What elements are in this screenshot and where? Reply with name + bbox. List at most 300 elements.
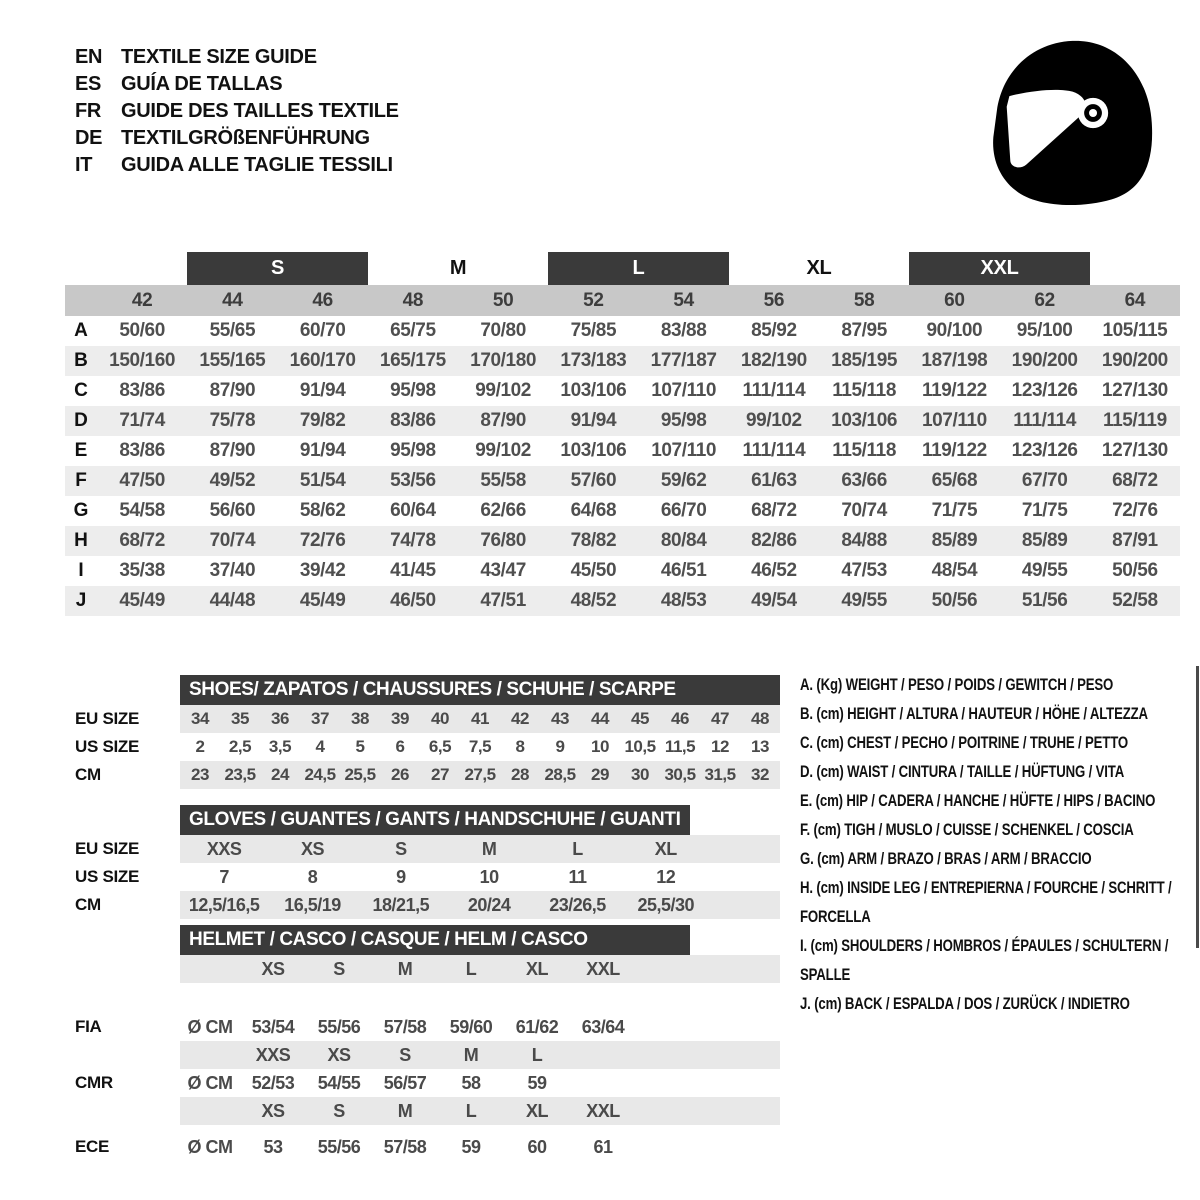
language-title: GUÍA DE TALLAS	[121, 73, 283, 95]
size-column-header: 44	[222, 290, 243, 311]
measurement-cell: 185/195	[831, 350, 898, 371]
helmet-value-band	[180, 955, 780, 983]
language-code: EN	[75, 46, 103, 68]
measurement-cell: 83/86	[390, 410, 436, 431]
measurement-cell: 170/180	[470, 350, 537, 371]
row-letter: C	[74, 380, 88, 401]
spacer	[65, 675, 180, 705]
measurement-cell: 60/70	[299, 320, 346, 341]
value-cell: XL	[654, 839, 677, 859]
gloves-row	[65, 835, 780, 863]
size-column-header: 56	[763, 290, 785, 311]
measurement-cell: 46/52	[751, 560, 797, 581]
value-cell: 43	[551, 709, 569, 728]
value-cell: 12,5/16,5	[188, 895, 260, 915]
measurement-cell: 95/98	[390, 380, 436, 401]
language-code: IT	[75, 154, 93, 176]
language-row	[75, 152, 399, 179]
textile-row-e	[65, 436, 1180, 466]
value-cell: 27,5	[464, 765, 496, 784]
size-group-l: L	[548, 252, 729, 285]
measurement-cell: 50/60	[119, 320, 165, 341]
measurement-cell: 71/74	[119, 410, 165, 431]
row-letter: J	[75, 590, 87, 611]
value-cell: 54/55	[317, 1073, 361, 1093]
value-cell: XXL	[586, 1101, 620, 1121]
value-cell: 45	[631, 709, 649, 728]
measurement-cell: 95/98	[660, 410, 707, 431]
measurement-cell: 48/53	[660, 590, 707, 611]
value-cell: 59	[527, 1073, 547, 1093]
legend-item: H. (cm) INSIDE LEG / ENTREPIERNA / FOURCHE / SCHRITT / FORCELLA	[800, 879, 1172, 926]
measurement-cell: 115/118	[832, 380, 897, 401]
row-label	[65, 955, 180, 983]
row-letter: E	[74, 440, 88, 461]
measurement-cell: 65/68	[931, 470, 978, 491]
value-cell: S	[333, 1101, 345, 1121]
helmet-row	[65, 1041, 780, 1069]
value-cell: 11	[568, 867, 587, 887]
row-letter: H	[74, 530, 88, 551]
measurement-cell: 123/126	[1011, 380, 1078, 401]
row-label: CM	[75, 765, 101, 784]
textile-row-i	[65, 556, 1180, 586]
language-code: DE	[75, 127, 103, 149]
gloves-value-band	[180, 891, 780, 919]
measurement-cell: 66/70	[660, 500, 707, 521]
helmet-value-band	[180, 1133, 780, 1161]
measurement-cell: 45/50	[570, 560, 617, 581]
row-label: EU SIZE	[75, 709, 140, 728]
measurement-cell: 160/170	[289, 350, 356, 371]
measurement-cell: 95/100	[1016, 320, 1073, 341]
measurement-cell: 173/183	[560, 350, 627, 371]
shoes-value-band	[180, 705, 780, 733]
row-label: CM	[75, 895, 101, 914]
measurement-cell: 115/119	[1102, 410, 1167, 431]
measurement-cell: 59/62	[660, 470, 707, 491]
value-cell: 53/54	[251, 1017, 295, 1037]
value-cell: XS	[261, 959, 285, 979]
measurement-cell: 155/165	[199, 350, 266, 371]
value-cell: S	[395, 839, 407, 859]
shoes-header-row	[65, 675, 780, 705]
value-cell	[180, 1097, 240, 1125]
textile-size-table	[65, 252, 1180, 616]
legend-item: J. (cm) BACK / ESPALDA / DOS / ZURÜCK / INDIETRO	[800, 995, 1130, 1013]
value-cell: 13	[751, 737, 769, 756]
value-cell: 55/56	[317, 1137, 361, 1157]
measurement-cell: 78/82	[570, 530, 617, 551]
helmet-icon	[978, 32, 1160, 210]
measurement-cell: 103/106	[560, 440, 627, 461]
measurement-cell: 55/58	[480, 470, 526, 491]
gloves-section-title: GLOVES / GUANTES / GANTS / HANDSCHUHE / GUANTI	[180, 805, 690, 835]
helmet-row	[65, 1069, 780, 1097]
value-cell: 10	[479, 867, 499, 887]
measurement-cell: 83/86	[119, 380, 165, 401]
measurement-cell: 87/90	[209, 380, 256, 401]
row-letter: I	[78, 560, 84, 581]
value-cell: 30	[631, 765, 649, 784]
legend-item: E. (cm) HIP / CADERA / HANCHE / HÜFTE / HIPS / BACINO	[800, 792, 1156, 810]
measurement-cell: 53/56	[390, 470, 436, 491]
language-code: ES	[75, 73, 102, 95]
value-cell: XXL	[586, 959, 620, 979]
measurement-cell: 165/175	[379, 350, 446, 371]
measurement-cell: 90/100	[926, 320, 983, 341]
value-cell: Ø CM	[187, 1073, 233, 1093]
value-cell: 36	[271, 709, 289, 728]
measurement-cell: 74/78	[390, 530, 436, 551]
value-cell: 32	[751, 765, 769, 784]
measurement-cell: 46/50	[390, 590, 436, 611]
measurement-cell: 87/91	[1112, 530, 1158, 551]
row-label: EU SIZE	[75, 839, 140, 858]
value-cell: 6	[395, 737, 405, 756]
measurement-cell: 56/60	[209, 500, 256, 521]
legend-item: I. (cm) SHOULDERS / HOMBROS / ÉPAULES / SCHULTERN / SPALLE	[800, 937, 1169, 984]
value-cell: 20/24	[467, 895, 511, 915]
size-column-header: 58	[853, 290, 875, 311]
value-cell: XS	[327, 1045, 351, 1065]
value-cell: M	[481, 839, 497, 859]
textile-row-b	[65, 346, 1180, 376]
value-cell: L	[465, 959, 477, 979]
value-cell: 11,5	[664, 737, 696, 756]
shoes-row	[65, 733, 780, 761]
measurement-legend	[800, 671, 1200, 1019]
scan-edge-line	[1196, 666, 1199, 948]
value-cell: XS	[300, 839, 324, 859]
gloves-row	[65, 891, 780, 919]
measurement-cell: 45/49	[299, 590, 346, 611]
measurement-cell: 190/200	[1011, 350, 1078, 371]
row-letter: G	[73, 500, 89, 521]
helmet-value-band	[180, 1013, 780, 1041]
row-label: US SIZE	[75, 737, 140, 756]
shoes-row	[65, 705, 780, 733]
value-cell: 9	[396, 867, 406, 887]
gloves-value-band	[180, 863, 780, 891]
value-cell: 31,5	[704, 765, 736, 784]
value-cell: L	[465, 1101, 477, 1121]
helmet-header-row	[65, 925, 780, 955]
measurement-cell: 83/86	[119, 440, 165, 461]
measurement-cell: 127/130	[1101, 440, 1168, 461]
measurement-cell: 47/50	[119, 470, 165, 491]
value-cell: 57/58	[383, 1017, 427, 1037]
textile-row-a	[65, 316, 1180, 346]
helmet-value-band	[180, 1041, 780, 1069]
helmet-row	[65, 1013, 780, 1041]
measurement-cell: 51/56	[1021, 590, 1068, 611]
value-cell: 52/53	[251, 1073, 295, 1093]
gloves-row	[65, 863, 780, 891]
measurement-cell: 182/190	[740, 350, 807, 371]
size-group-xl: XL	[806, 257, 832, 279]
value-cell: 46	[671, 709, 689, 728]
shoes-value-band	[180, 761, 780, 789]
value-cell: 7,5	[468, 737, 492, 756]
size-column-header: 60	[944, 290, 965, 311]
spacer	[65, 925, 180, 955]
language-title: GUIDE DES TAILLES TEXTILE	[121, 100, 399, 122]
measurement-cell: 62/66	[480, 500, 526, 521]
legend-item: C. (cm) CHEST / PECHO / POITRINE / TRUHE / PETTO	[800, 734, 1128, 752]
gloves-section	[65, 805, 780, 919]
measurement-cell: 49/52	[209, 470, 256, 491]
spacer	[65, 805, 180, 835]
value-cell: 6,5	[428, 737, 452, 756]
measurement-cell: 57/60	[570, 470, 617, 491]
measurement-cell: 91/94	[299, 440, 346, 461]
row-label: FIA	[75, 1017, 102, 1036]
measurement-cell: 99/102	[475, 380, 531, 401]
measurement-cell: 48/52	[570, 590, 617, 611]
language-row	[75, 98, 399, 125]
measurement-cell: 49/55	[841, 590, 887, 611]
value-cell: 63/64	[581, 1017, 625, 1037]
value-cell: 28,5	[544, 765, 576, 784]
row-label: US SIZE	[75, 867, 140, 886]
group-spacer	[1090, 252, 1180, 285]
measurement-cell: 72/76	[299, 530, 346, 551]
measurement-cell: 43/47	[480, 560, 526, 581]
legend-item: G. (cm) ARM / BRAZO / BRAS / ARM / BRACCIO	[800, 850, 1092, 868]
value-cell: M	[397, 959, 413, 979]
value-cell: 16,5/19	[284, 895, 341, 915]
value-cell: L	[572, 839, 583, 859]
measurement-cell: 115/118	[832, 440, 897, 461]
measurement-cell: 95/98	[390, 440, 436, 461]
value-cell: 37	[311, 709, 329, 728]
size-group-s: S	[187, 252, 368, 285]
helmet-value-band	[180, 1069, 780, 1097]
measurement-cell: 45/49	[119, 590, 165, 611]
shoes-section	[65, 675, 780, 789]
measurement-cell: 85/89	[1021, 530, 1068, 551]
language-row	[75, 44, 399, 71]
measurement-cell: 41/45	[390, 560, 436, 581]
size-column-header: 46	[312, 290, 333, 311]
value-cell: 24	[271, 765, 289, 784]
measurement-cell: 82/86	[751, 530, 797, 551]
measurement-cell: 85/89	[931, 530, 978, 551]
row-label: CMR	[75, 1073, 113, 1092]
measurement-cell: 72/76	[1112, 500, 1158, 521]
size-column-header: 42	[131, 290, 153, 311]
measurement-cell: 58/62	[299, 500, 346, 521]
value-cell: 61	[593, 1137, 613, 1157]
row-letter: A	[74, 320, 88, 341]
value-cell: 57/58	[383, 1137, 427, 1157]
language-row	[75, 71, 399, 98]
shoes-section-title: SHOES/ ZAPATOS / CHAUSSURES / SCHUHE / SCARPE	[180, 675, 780, 705]
value-cell: 29	[591, 765, 609, 784]
row-label	[65, 1041, 180, 1069]
value-cell: 9	[555, 737, 565, 756]
measurement-cell: 60/64	[390, 500, 436, 521]
textile-row-f	[65, 466, 1180, 496]
measurement-cell: 91/94	[570, 410, 617, 431]
value-cell: 5	[355, 737, 365, 756]
value-cell: 8	[515, 737, 525, 756]
measurement-cell: 65/75	[390, 320, 436, 341]
textile-row-d	[65, 406, 1180, 436]
value-cell: 23/26,5	[549, 895, 606, 915]
measurement-cell: 50/56	[931, 590, 978, 611]
helmet-section-title: HELMET / CASCO / CASQUE / HELM / CASCO	[180, 925, 690, 955]
letter-spacer	[65, 252, 97, 285]
measurement-cell: 111/114	[1013, 410, 1076, 431]
value-cell: Ø CM	[187, 1017, 233, 1037]
measurement-cell: 63/66	[841, 470, 887, 491]
shoes-row	[65, 761, 780, 789]
value-cell: 25,5/30	[637, 895, 695, 915]
textile-row-j	[65, 586, 1180, 616]
value-cell: 3,5	[268, 737, 292, 756]
measurement-cell: 46/51	[660, 560, 707, 581]
row-label: ECE	[75, 1137, 110, 1156]
measurement-cell: 49/54	[751, 590, 797, 611]
language-title-list	[75, 44, 399, 179]
measurement-cell: 84/88	[841, 530, 887, 551]
measurement-cell: 87/90	[209, 440, 256, 461]
language-code: FR	[75, 100, 102, 122]
value-cell: 12	[656, 867, 676, 887]
measurement-cell: 83/88	[660, 320, 707, 341]
size-column-header: 64	[1124, 290, 1146, 311]
language-row	[75, 125, 399, 152]
textile-row-h	[65, 526, 1180, 556]
measurement-cell: 105/115	[1102, 320, 1168, 341]
value-cell: XXS	[206, 839, 242, 859]
measurement-cell: 190/200	[1101, 350, 1168, 371]
value-cell: L	[531, 1045, 543, 1065]
group-spacer	[97, 252, 187, 285]
measurement-cell: 44/48	[209, 590, 256, 611]
value-cell: 28	[511, 765, 529, 784]
value-cell: 42	[511, 709, 529, 728]
measurement-cell: 75/78	[209, 410, 256, 431]
measurement-cell: 49/55	[1021, 560, 1068, 581]
language-title: TEXTILGRÖßENFÜHRUNG	[121, 127, 370, 149]
measurement-cell: 99/102	[746, 410, 802, 431]
measurement-cell: 85/92	[751, 320, 797, 341]
measurement-cell: 107/110	[651, 380, 717, 401]
value-cell: 40	[431, 709, 449, 728]
size-column-header: 62	[1034, 290, 1055, 311]
measurement-cell: 64/68	[570, 500, 617, 521]
value-cell: 7	[219, 867, 229, 887]
row-label	[65, 1097, 180, 1125]
size-group-header-row	[65, 252, 1180, 285]
measurement-cell: 127/130	[1101, 380, 1168, 401]
size-column-header: 48	[402, 290, 424, 311]
value-cell: 61/62	[515, 1017, 559, 1037]
measurement-cell: 68/72	[119, 530, 165, 551]
measurement-cell: 91/94	[299, 380, 346, 401]
helmet-rows	[65, 955, 780, 1161]
value-cell: S	[399, 1045, 411, 1065]
size-column-header: 50	[492, 290, 514, 311]
value-cell	[180, 955, 240, 983]
measurement-cell: 103/106	[831, 410, 898, 431]
measurement-cell: 71/75	[1021, 500, 1068, 521]
measurement-cell: 48/54	[931, 560, 978, 581]
value-cell: Ø CM	[187, 1137, 233, 1157]
measurement-cell: 52/58	[1112, 590, 1158, 611]
value-cell: 59	[461, 1137, 481, 1157]
measurement-cell: 54/58	[119, 500, 165, 521]
value-cell: 55/56	[317, 1017, 361, 1037]
value-cell: M	[397, 1101, 413, 1121]
measurement-cell: 103/106	[560, 380, 627, 401]
measurement-cell: 71/75	[931, 500, 978, 521]
measurement-cell: 55/65	[209, 320, 256, 341]
measurement-cell: 87/95	[841, 320, 887, 341]
measurement-cell: 37/40	[209, 560, 256, 581]
size-column-header: 52	[583, 290, 604, 311]
measurement-cell: 47/53	[841, 560, 887, 581]
value-cell: 35	[231, 709, 249, 728]
value-cell: 25,5	[344, 765, 376, 784]
row-letter: F	[75, 470, 87, 491]
value-cell: 2	[195, 737, 205, 756]
value-cell: 30,5	[664, 765, 696, 784]
size-number-row	[65, 285, 1180, 316]
measurement-cell: 99/102	[475, 440, 531, 461]
helmet-value-band	[180, 1097, 780, 1125]
language-title: TEXTILE SIZE GUIDE	[121, 46, 317, 68]
value-cell: 24,5	[304, 765, 336, 784]
value-cell: 12	[711, 737, 729, 756]
row-letter: B	[74, 350, 88, 371]
measurement-cell: 177/187	[650, 350, 717, 371]
measurement-cell: 107/110	[921, 410, 987, 431]
value-cell: 8	[307, 867, 318, 887]
textile-measurement-rows	[65, 316, 1180, 616]
value-cell: 18/21,5	[372, 895, 430, 915]
measurement-cell: 39/42	[299, 560, 346, 581]
value-cell: 39	[391, 709, 409, 728]
value-cell: 27	[431, 765, 449, 784]
legend-item: D. (cm) WAIST / CINTURA / TAILLE / HÜFTUNG / VITA	[800, 763, 1125, 781]
value-cell: 60	[527, 1137, 547, 1157]
letter-spacer	[65, 285, 97, 316]
measurement-cell: 47/51	[480, 590, 526, 611]
value-cell: 44	[591, 709, 609, 728]
value-cell: 23,5	[224, 765, 256, 784]
row-letter: D	[74, 410, 88, 431]
value-cell: XXS	[255, 1045, 291, 1065]
measurement-cell: 107/110	[651, 440, 717, 461]
measurement-cell: 119/122	[921, 380, 987, 401]
measurement-cell: 70/80	[480, 320, 526, 341]
language-title: GUIDA ALLE TAGLIE TESSILI	[121, 154, 393, 176]
value-cell: 53	[263, 1137, 283, 1157]
measurement-cell: 35/38	[119, 560, 165, 581]
value-cell: 23	[191, 765, 209, 784]
gloves-value-band	[180, 835, 780, 863]
measurement-cell: 70/74	[209, 530, 256, 551]
value-cell: XL	[525, 1101, 548, 1121]
shoes-rows	[65, 705, 780, 789]
value-cell: 38	[351, 709, 369, 728]
value-cell: 2,5	[228, 737, 252, 756]
legend-item: B. (cm) HEIGHT / ALTURA / HAUTEUR / HÖHE / ALTEZZA	[800, 705, 1148, 723]
